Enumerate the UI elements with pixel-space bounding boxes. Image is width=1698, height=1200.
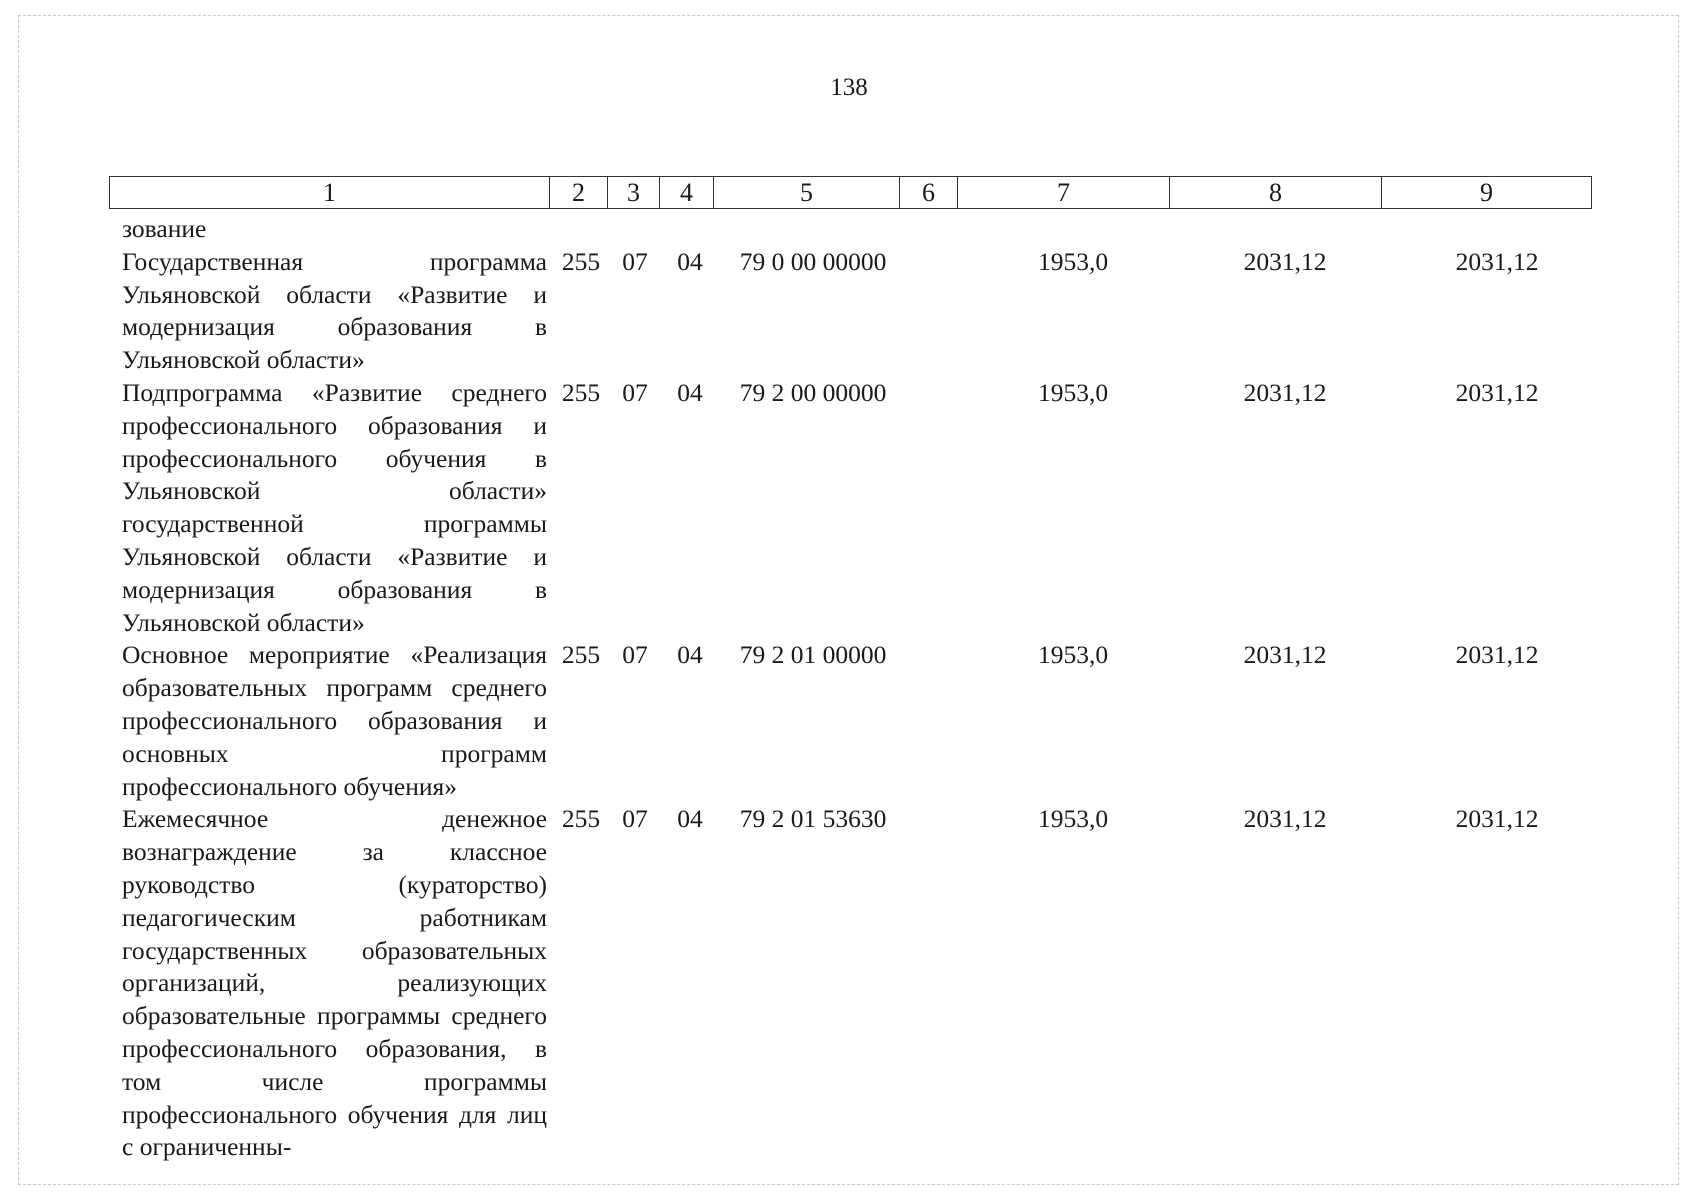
column-header-3: 3 [608,177,660,209]
cell-col4: 04 [677,377,703,407]
column-header-4: 4 [660,177,714,209]
cell-col9: 2031,12 [1455,804,1539,834]
cell-col8: 2031,12 [1243,377,1327,407]
cell-col3: 07 [622,246,648,276]
header-row [110,177,1592,209]
cell-col5: 79 2 00 00000 [739,377,887,407]
cell-col5: 79 2 01 53630 [739,804,887,834]
cell-col9: 2031,12 [1455,377,1539,407]
table-row [109,377,1591,639]
table-row [109,246,1591,377]
cell-col2: 255 [561,246,601,276]
cell-col4: 04 [677,640,703,670]
cell-col3: 07 [622,640,648,670]
cell-col9: 2031,12 [1455,640,1539,670]
cell-col2: 255 [561,377,601,407]
cell-col7: 1953,0 [1037,246,1109,276]
cell-col7: 1953,0 [1037,377,1109,407]
cell-col4: 04 [677,804,703,834]
row-name: Государственная программа Ульяновской области «Развитие и модернизация образования в Ульяновской области» [122,246,547,375]
cell-col3: 07 [622,804,648,834]
cell-col9: 2031,12 [1455,246,1539,276]
table-row [109,803,1591,1164]
row-name: зование [122,214,207,243]
cell-col2: 255 [561,640,601,670]
column-header-9: 9 [1382,177,1592,209]
cell-col5: 79 2 01 00000 [739,640,887,670]
row-name: Подпрограмма «Развитие среднего профессионального образования и профессионального обучения в Ульяновской области» государственной программы Ульяновской области «Развитие и модернизация образования в Ульяновской области» [122,377,547,637]
column-header-8: 8 [1170,177,1382,209]
cell-col8: 2031,12 [1243,804,1327,834]
column-header-5: 5 [714,177,900,209]
table-row [109,213,1591,246]
table-header [109,176,1592,209]
cell-col5: 79 0 00 00000 [739,246,887,276]
cell-col3: 07 [622,377,648,407]
cell-col8: 2031,12 [1243,640,1327,670]
cell-col7: 1953,0 [1037,640,1109,670]
column-header-1: 1 [110,177,550,209]
cell-col8: 2031,12 [1243,246,1327,276]
cell-col2: 255 [561,804,601,834]
table-body [109,213,1591,1164]
column-header-2: 2 [550,177,608,209]
row-name: Ежемесячное денежное вознаграждение за классное руководство (кураторство) педагогическим работникам государственных образовательных организаций, реализующих образовательные программы среднего профессионального образования, в том числе программы профессионального обучения для лиц с ограниченны- [122,804,547,1162]
row-name: Основное мероприятие «Реализация образовательных программ среднего профессионального образования и основных программ профессионального обучения» [122,640,547,801]
cell-col4: 04 [677,246,703,276]
table-row [109,639,1591,803]
cell-col7: 1953,0 [1037,804,1109,834]
page-number: 138 [830,74,868,101]
column-header-7: 7 [958,177,1170,209]
column-header-6: 6 [900,177,958,209]
